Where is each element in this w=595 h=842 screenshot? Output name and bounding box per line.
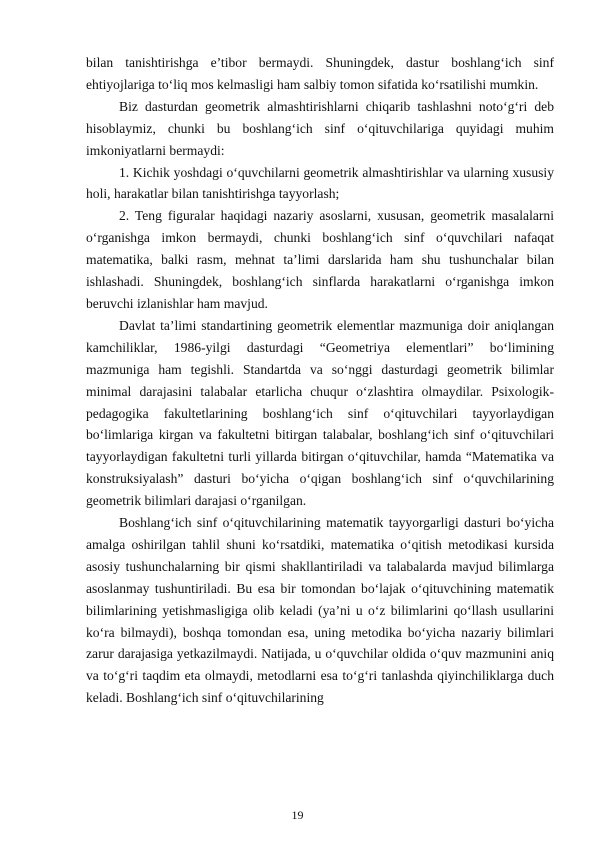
page-number: 19 <box>291 808 304 822</box>
paragraph-4: Boshlang‘ich sinf o‘qituvchilarining matematik tayyorgarligi dasturi bo‘yicha amalga oshirilgan tahlil shuni ko‘rsatdiki, matematika o‘qitish metodikasi kursida asosiy tushunchalarning bir qismi shakllantiriladi va talabalarda mavjud bilimlarga asoslanmay tushuntiriladi. Bu esa bir tomondan bo‘lajak o‘qituvchining matematik bilimlarining yetishmasligiga olib keladi (ya’ni u o‘z bilimlarini qo‘llash usullarini ko‘ra bilmaydi), boshqa tomondan esa, uning metodika bo‘yicha nazariy bilimlari zarur darajasiga yetkazilmaydi. Natijada, u o‘quvchilar oldida o‘quv mazmunini aniq va to‘g‘ri taqdim eta olmaydi, metodlarni esa to‘g‘ri tanlashda qiyinchiliklarga duch keladi. Boshlang‘ich sinf o‘qituvchilarining <box>86 515 554 706</box>
paragraph-3: Davlat ta’limi standartining geometrik elementlar mazmuniga doir aniqlangan kamchiliklar, 1986-yilgi dasturdagi “Geometriya elementlari” bo‘limining mazmuniga ham tegishli. Standartda va so‘nggi dasturdagi geometrik bilimlar minimal darajasini talabalar etarlicha chuqur o‘zlashtira olmaydilar. Psixologik-pedagogika fakultetlarining boshlang‘ich sinf o‘qituvchilari tayyorlaydigan bo‘limlariga kirgan va fakultetni bitirgan talabalar, boshlang‘ich sinf o‘qituvchilari tayyorlaydigan fakultetni turli yillarda bitirgan o‘qituvchilar, hamda “Matematika va konstruksiyalash” dasturi bo‘yicha o‘qigan boshlang‘ich sinf o‘quvchilarining geometrik bilimlari darajasi o‘rganilgan. <box>86 317 554 509</box>
paragraph-2: Biz dasturdan geometrik almashtirishlarni chiqarib tashlashni noto‘g‘ri deb hisoblaymiz, chunki bu boshlang‘ich sinf o‘qituvchilariga quyidagi muhim imkoniyatlarni bermaydi: <box>86 98 554 158</box>
paragraph-1: bilan tanishtirishga e’tibor bermaydi. Shuningdek, dastur boshlang‘ich sinf ehtiyojlariga to‘liq mos kelmasligi ham salbiy tomon sifatida ko‘rsatilishi mumkin. <box>86 55 554 92</box>
list-item-2: 2. Teng figuralar haqidagi nazariy asoslarni, xususan, geometrik masalalarni o‘rganishga imkon bermaydi, chunki boshlang‘ich sinf o‘quvchilari nafaqat matematika, balki rasm, mehnat ta’limi darslarida ham shu tushunchalar bilan ishlashadi. Shuningdek, boshlang‘ich sinflarda harakatlarni o‘rganishga imkon beruvchi izlanishlar ham mavjud. <box>86 208 554 311</box>
document-page <box>86 52 554 709</box>
list-item-1: 1. Kichik yoshdagi o‘quvchilarni geometrik almashtirishlar va ularning xususiy holi, harakatlar bilan tanishtirishga tayyorlash; <box>86 164 554 202</box>
